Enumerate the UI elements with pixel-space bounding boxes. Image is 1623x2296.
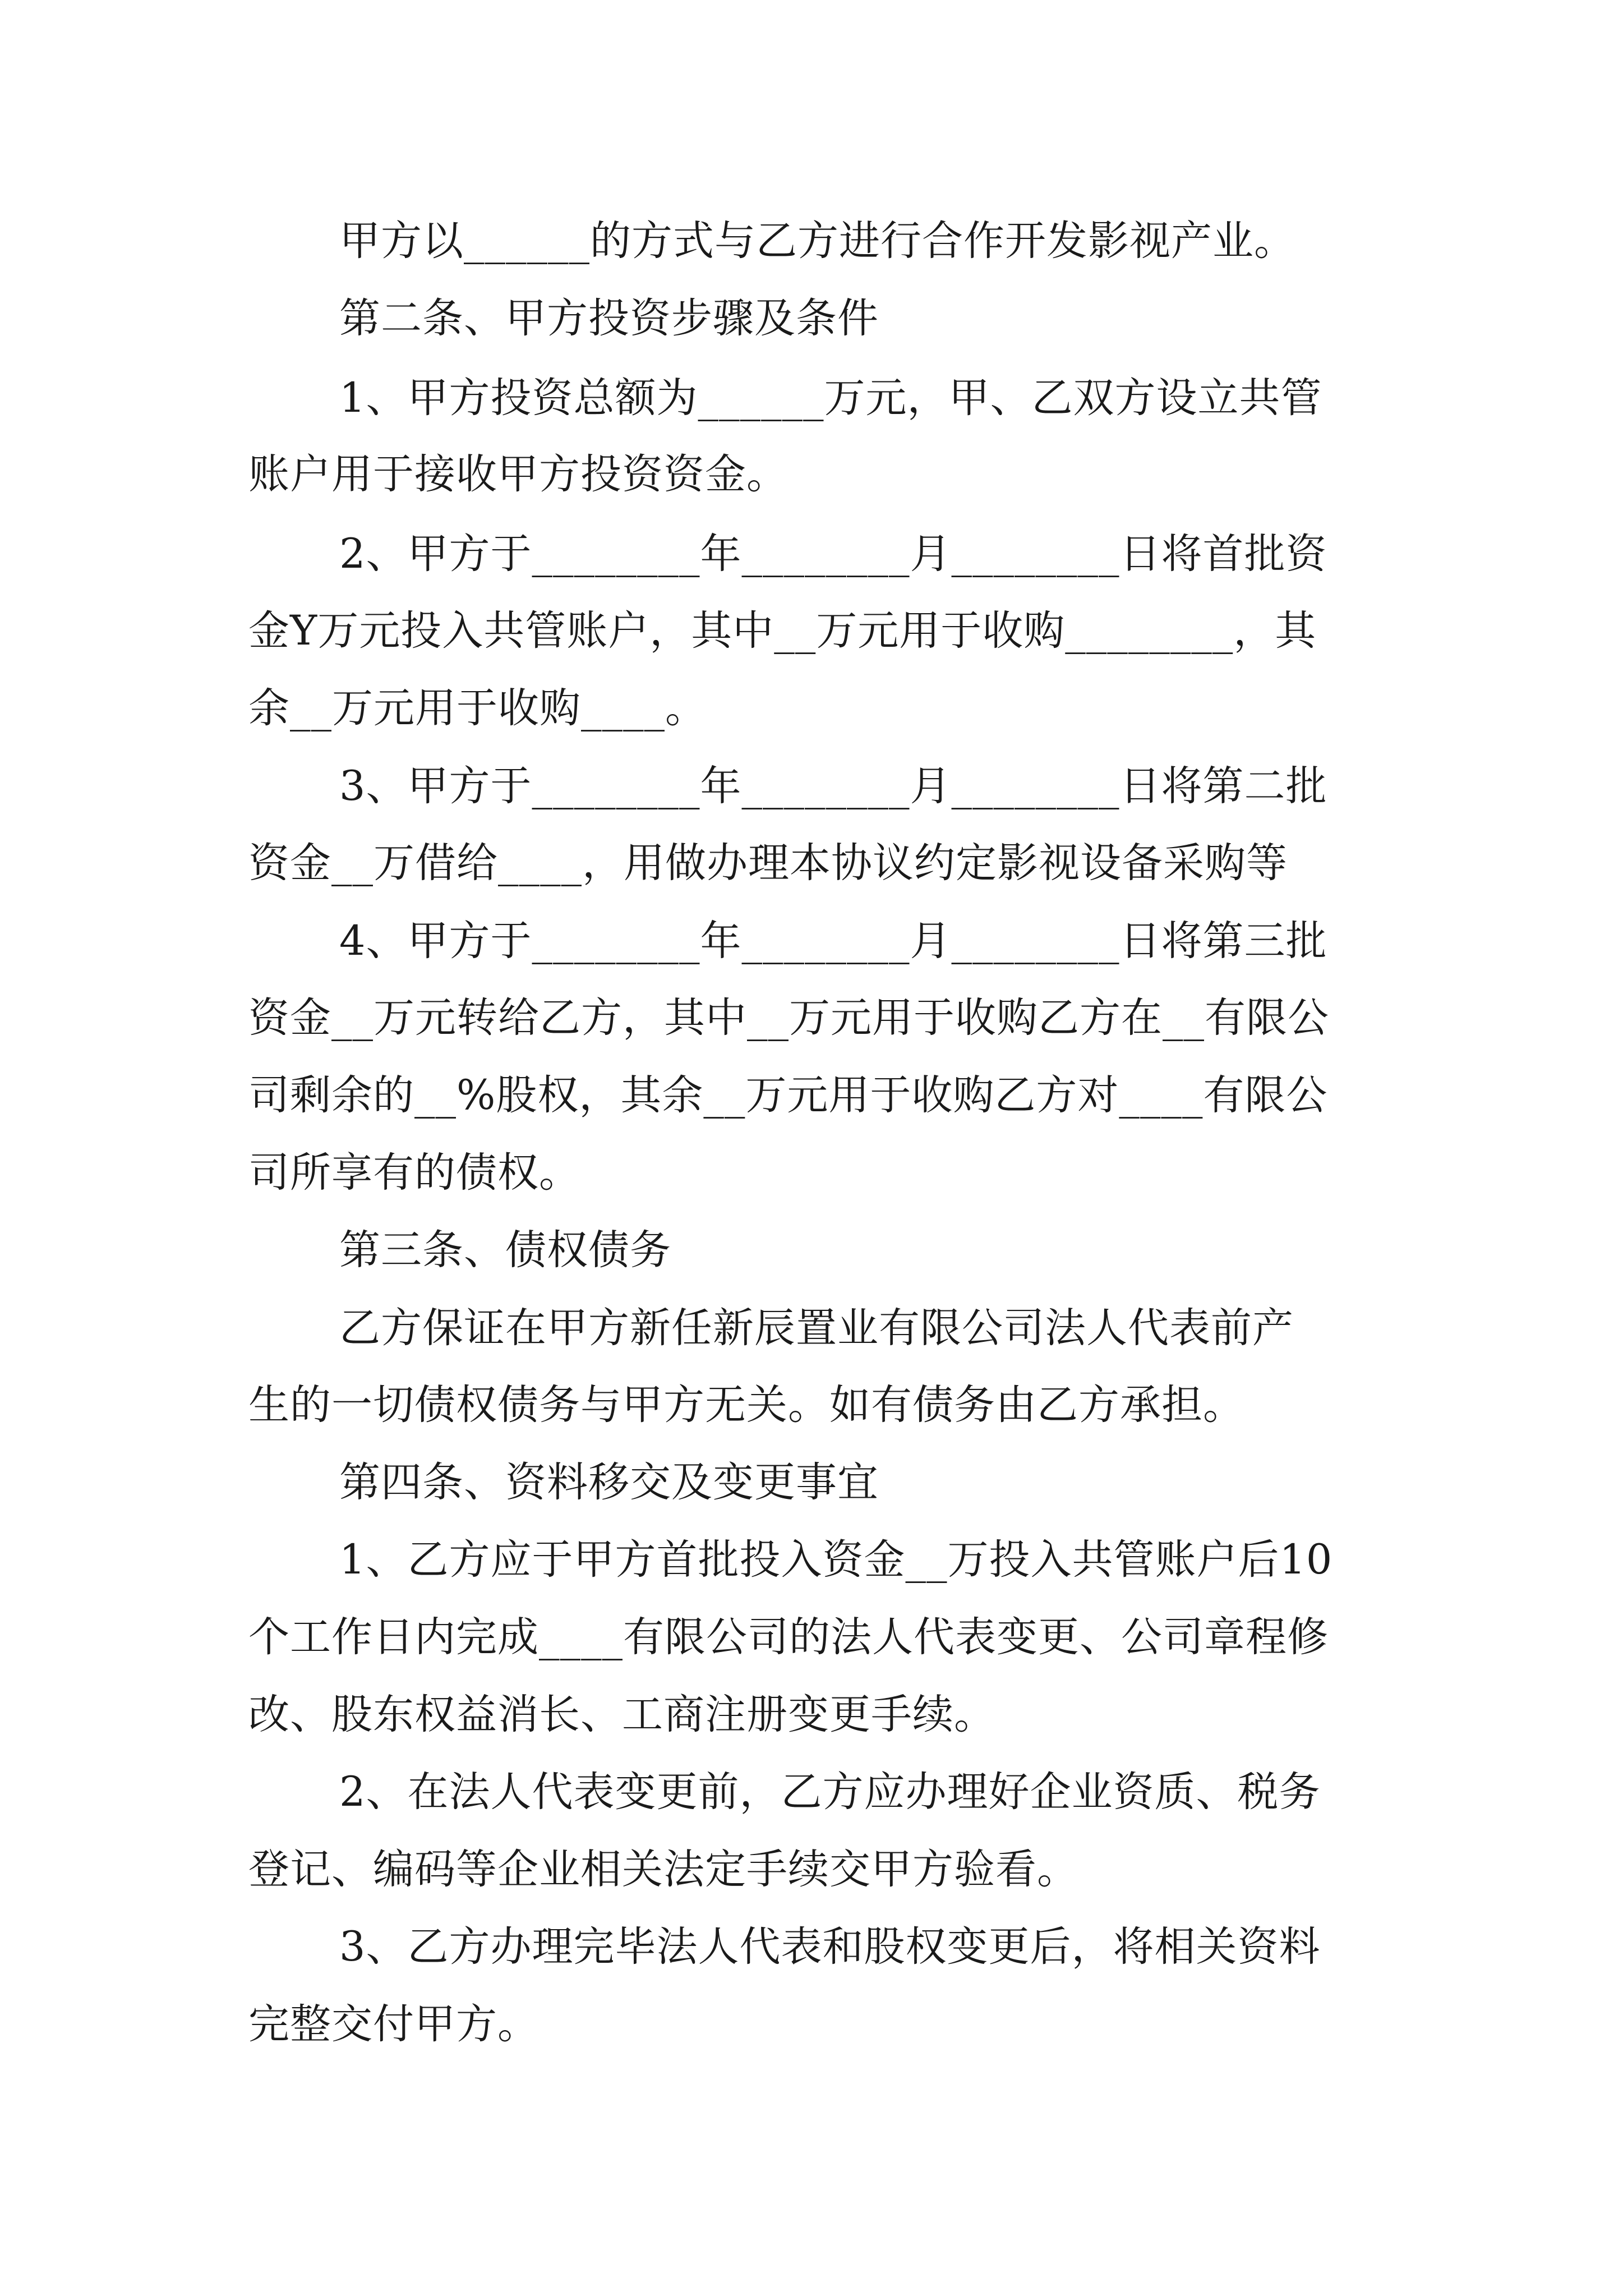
text-line: 第二条、甲方投资步骤及条件 (339, 295, 879, 342)
text-line: 2、甲方于________年________月________日将首批资 (339, 530, 1327, 578)
text-line: 甲方以______的方式与乙方进行合作开发影视产业。 (339, 217, 1295, 265)
text-line: 资金__万借给____，用做办理本协议约定影视设备采购等 (248, 839, 1288, 887)
text-line: 4、甲方于________年________月________日将第三批 (339, 917, 1327, 965)
text-line: 账户用于接收甲方投资资金。 (248, 450, 788, 498)
text-line: 乙方保证在甲方新任新辰置业有限公司法人代表前产 (339, 1304, 1294, 1352)
text-line: 改、股东权益消长、工商注册变更手续。 (248, 1691, 995, 1738)
text-line: 1、甲方投资总额为______万元，甲、乙双方设立共管 (339, 374, 1322, 422)
text-line: 司剩余的__%股权，其余__万元用于收购乙方对____有限公 (248, 1071, 1328, 1119)
text-line: 资金__万元转给乙方，其中__万元用于收购乙方在__有限公 (248, 994, 1329, 1042)
text-line: 完整交付甲方。 (248, 2000, 539, 2048)
text-line: 第四条、资料移交及变更事宜 (339, 1458, 879, 1506)
text-line: 余__万元用于收购____。 (248, 684, 707, 732)
text-line: 个工作日内完成____有限公司的法人代表变更、公司章程修 (248, 1613, 1329, 1661)
text-line: 生的一切债权债务与甲方无关。如有债务由乙方承担。 (248, 1381, 1244, 1429)
text-line: 1、乙方应于甲方首批投入资金__万投入共管账户后10 (339, 1536, 1333, 1584)
text-line: 第三条、债权债务 (339, 1226, 671, 1274)
text-line: 2、在法人代表变更前，乙方应办理好企业资质、税务 (339, 1768, 1321, 1816)
text-line: 3、乙方办理完毕法人代表和股权变更后，将相关资料 (339, 1923, 1321, 1971)
text-line: 金Y万元投入共管账户，其中__万元用于收购________，其 (248, 607, 1317, 655)
text-line: 登记、编码等企业相关法定手续交甲方验看。 (248, 1846, 1078, 1893)
text-line: 司所享有的债权。 (248, 1149, 580, 1197)
text-line: 3、甲方于________年________月________日将第二批 (339, 762, 1327, 810)
